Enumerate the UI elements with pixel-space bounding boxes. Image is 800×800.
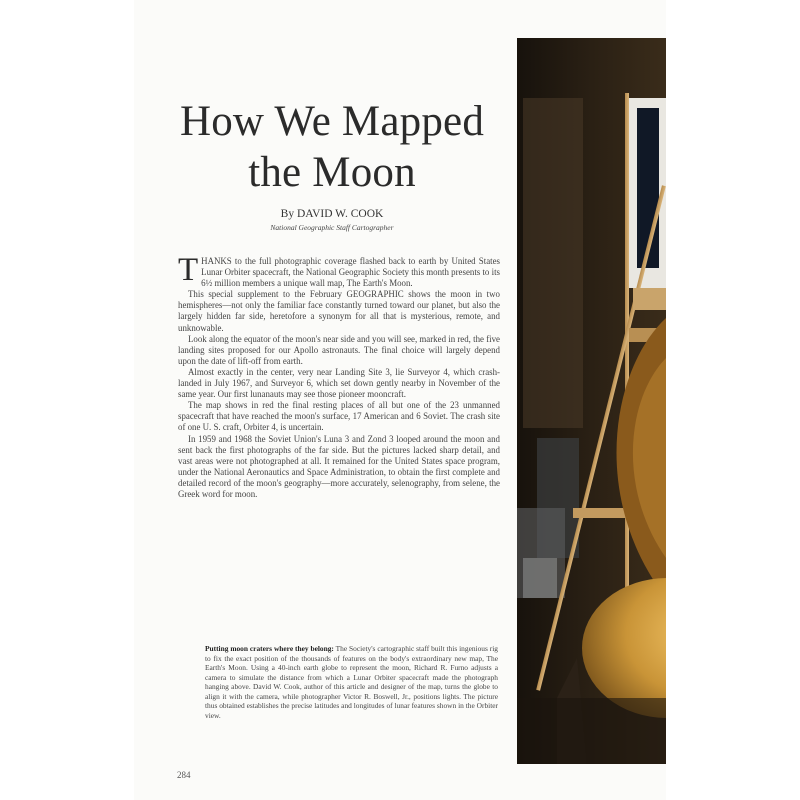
photo-globe-rig — [517, 38, 666, 764]
drop-cap: T — [178, 252, 199, 288]
paragraph-4: Almost exactly in the center, very near Landing Site 3, lie Surveyor 4, which crash-landed in July 1967, and Surveyor 6, which set down gently nearby in November of the same year. Our first lunanauts may see those pioneer mooncraft. — [178, 366, 500, 400]
caption-text: The Society's cartographic staff built this ingenious rig to fix the exact position of the thousands of features on the body's extraordinary new map, The Earth's Moon. Using a 40-inch earth globe to represent the moon, Richard R. Furno adjusts a camera to simulate the distance from which a Lunar Orbiter spacecraft made the photograph hanging above. David W. Cook, author of this article and designer of the map, turns the globe to align it with the camera, while photographer Victor R. Boswell, Jr., positions lights. The picture thus obtained establishes the precise latitudes and longitudes of lunar features shown in the Orbiter view. — [205, 644, 498, 720]
byline: By DAVID W. COOK — [280, 208, 384, 220]
paragraph-5: The map shows in red the final resting places of all but one of the 23 unmanned spacecraft that have reached the moon's surface, 17 American and 6 Soviet. The crash site of one U. S. craft, Orbiter 4, is uncertain. — [178, 400, 500, 433]
paragraph-1-text: HANKS to the full photographic coverage flashed back to earth by United States Lunar Orbiter spacecraft, the National Geographic Society this month presents to its 6½ million members a unique wall map, The Earth's Moon. — [201, 256, 500, 289]
paragraph-1 — [178, 252, 500, 289]
paragraph-2: This special supplement to the February GEOGRAPHIC shows the moon in two hemispheres—not only the familiar face constantly turned toward our planet, but also the largely hidden far side, heretofore a synonym for all that is mysterious, remote, and unknowable. — [178, 289, 500, 333]
byline-credit: National Geographic Staff Cartographer — [270, 223, 394, 232]
title-line-2: the Moon — [248, 149, 416, 196]
caption-lead: Putting moon craters where they belong: — [205, 644, 334, 653]
photo-caption — [205, 644, 498, 720]
article-body — [178, 252, 500, 500]
page-number: 284 — [177, 770, 191, 780]
article-title — [160, 96, 504, 198]
paragraph-3: Look along the equator of the moon's near side and you will see, marked in red, the five landing sites proposed for our Apollo astronauts. The final choice will largely depend upon the date of lift-off from earth. — [178, 333, 500, 366]
title-line-1: How We Mapped — [179, 98, 485, 145]
paragraph-6: In 1959 and 1968 the Soviet Union's Luna 3 and Zond 3 looped around the moon and sent back the first photographs of the far side. But the pictures lacked sharp detail, and vast areas were not photographed at all. It remained for the United States space program, under the National Aeronautics and Space Administration, to obtain the first complete and detailed record of the moon's geography—more accurately, selenography, from selene, the Greek word for moon. — [178, 433, 500, 499]
